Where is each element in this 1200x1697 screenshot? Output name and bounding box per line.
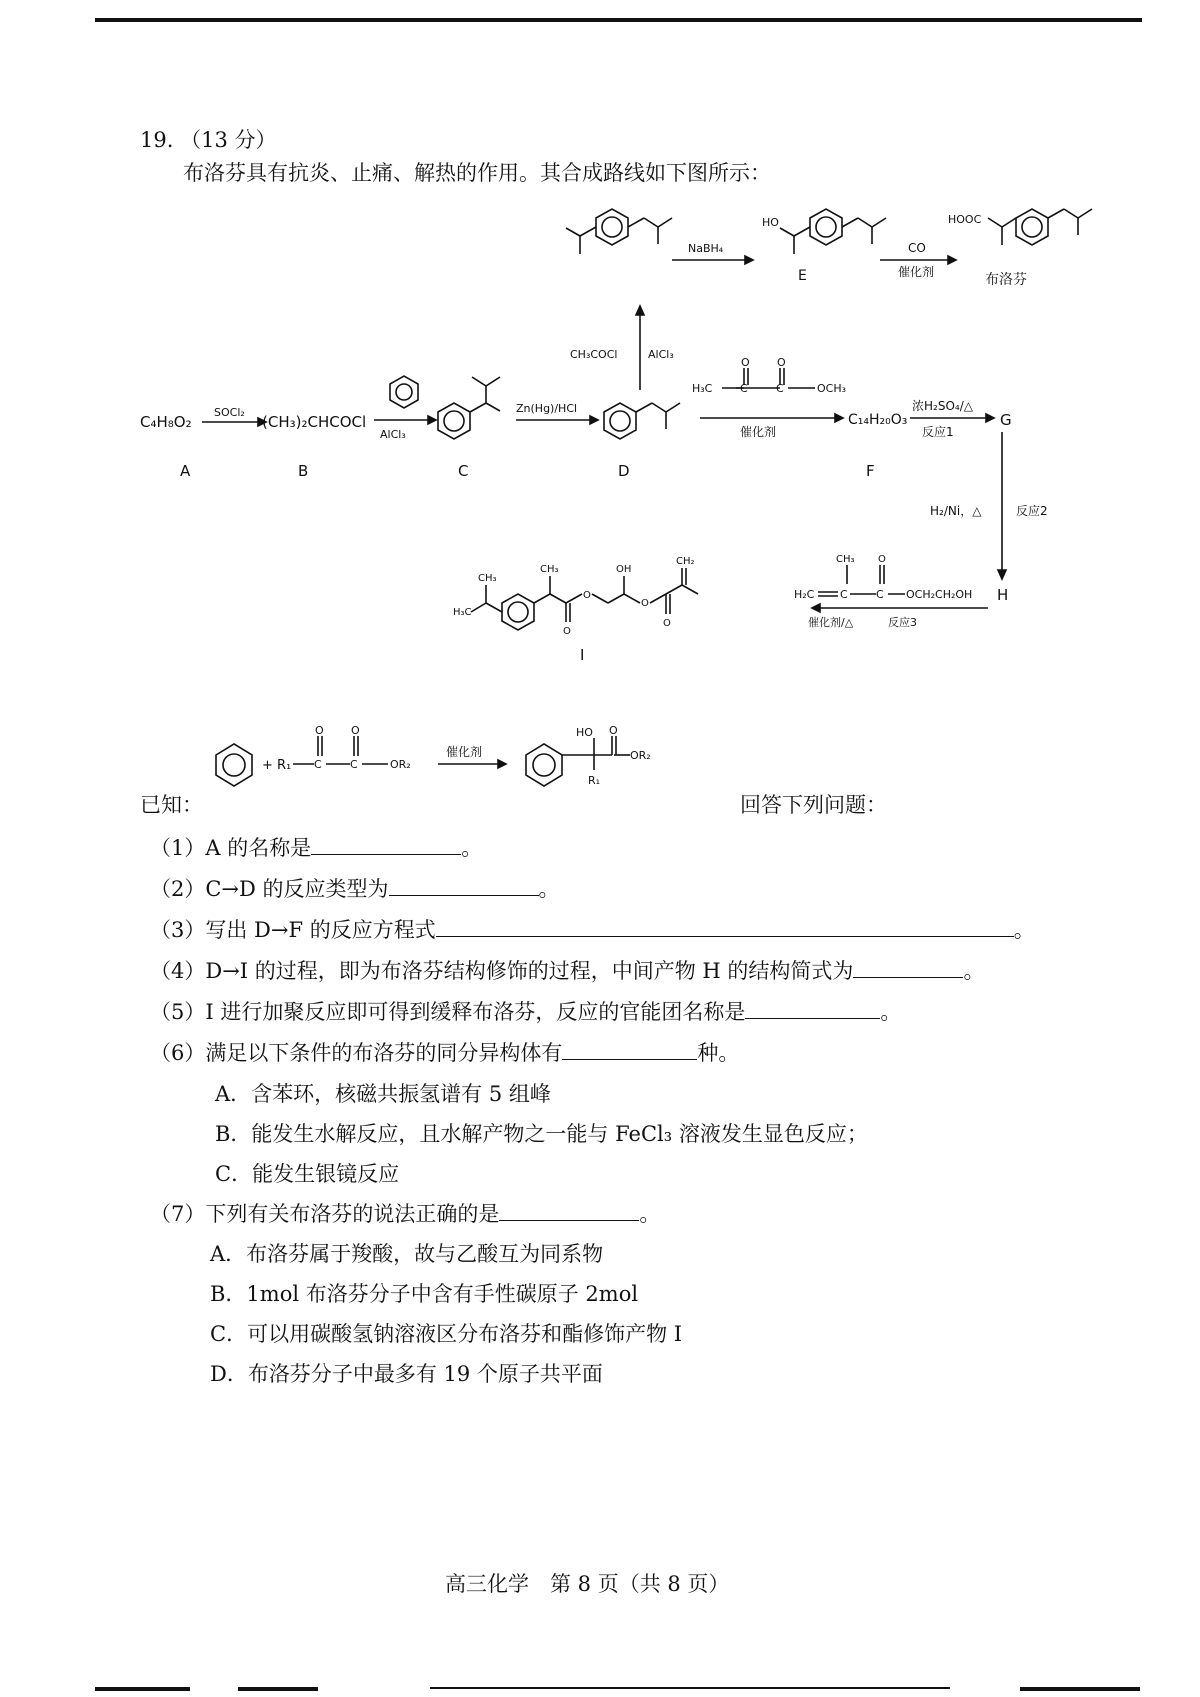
i-ch3-a: CH₃ — [478, 573, 497, 584]
i-oh: OH — [616, 564, 632, 575]
known-o1: O — [315, 724, 324, 737]
mid-c1: C — [740, 382, 748, 395]
hooc-label: HOOC — [948, 213, 982, 226]
h3c-label-mid: H₃C — [692, 382, 713, 395]
socl2-label: SOCl₂ — [214, 406, 245, 419]
q7-option-b: B．1mol 布洛芬分子中含有手性碳原子 2mol — [210, 1282, 639, 1306]
catalyst-label-top: 催化剂 — [898, 265, 935, 279]
f-formula: C₁₄H₂₀O₃ — [848, 412, 908, 428]
label-i: I — [580, 646, 585, 664]
b-formula: (CH₃)₂CHCOCl — [262, 413, 367, 431]
i-ch2: CH₂ — [676, 556, 695, 567]
question-7-end: 。 — [639, 1202, 661, 1226]
known-o2: O — [351, 724, 360, 737]
label-a: A — [180, 462, 191, 480]
answer-blank-4[interactable] — [853, 959, 963, 978]
nabh4-label: NaBH₄ — [688, 242, 724, 255]
label-f: F — [866, 462, 875, 480]
known-plus-r1: + R₁ — [262, 758, 292, 773]
reaction3-label: 反应3 — [888, 616, 917, 629]
compound-c-structure — [438, 377, 500, 439]
catalyst-heat-label: 催化剂/△ — [808, 616, 854, 629]
question-2-text: （2）C→D 的反应类型为 — [150, 877, 389, 901]
question-7 — [150, 1201, 660, 1227]
q7-option-d: D．布洛芬分子中最多有 19 个原子共平面 — [210, 1362, 603, 1386]
ketone-compound-structure — [566, 209, 672, 254]
mid-c2: C — [776, 382, 784, 395]
known-c2: C — [350, 758, 358, 771]
label-d: D — [618, 462, 630, 480]
known-reaction — [210, 722, 770, 812]
question-6-end: 种。 — [697, 1041, 740, 1065]
label-b: B — [298, 462, 309, 480]
question-3-text: （3）写出 D→F 的反应方程式 — [150, 918, 436, 942]
i-h3c: H₃C — [453, 607, 472, 618]
answer-blank-2[interactable] — [389, 877, 539, 896]
label-h: H — [997, 586, 1009, 604]
question-5-end: 。 — [880, 1000, 902, 1024]
question-intro: 布洛芬具有抗炎、止痛、解热的作用。其合成路线如下图所示： — [183, 161, 771, 185]
known-r1: R₁ — [588, 774, 601, 787]
ibuprofen-label: 布洛芬 — [985, 272, 1027, 288]
h-ch3: CH₃ — [836, 554, 855, 565]
och3-label: OCH₃ — [817, 382, 847, 395]
known-or2: OR₂ — [390, 758, 411, 771]
h-o: O — [878, 554, 886, 565]
compound-d-structure — [604, 403, 680, 439]
question-3-end: 。 — [1013, 918, 1035, 942]
question-1-text: （1）A 的名称是 — [150, 836, 312, 860]
reaction2-label: 反应2 — [1016, 504, 1048, 518]
conc-h2so4-label: 浓H₂SO₄/△ — [912, 399, 973, 413]
bottom-rule-2 — [238, 1687, 318, 1691]
e-ho-label: HO — [762, 216, 779, 229]
label-g: G — [1000, 411, 1012, 429]
h-c1: C — [840, 588, 848, 601]
page-footer: 高三化学 第 8 页（共 8 页） — [445, 1572, 730, 1596]
mid-o1: O — [741, 356, 750, 369]
i-o3: O — [641, 598, 649, 609]
benzene-reagent-structure — [390, 376, 418, 408]
answer-blank-5[interactable] — [745, 1000, 880, 1019]
bottom-rule-3 — [430, 1687, 950, 1689]
answer-blank-6[interactable] — [562, 1041, 697, 1060]
compound-e-structure — [780, 209, 886, 254]
question-6 — [150, 1040, 739, 1066]
alcl3-label-up: AlCl₃ — [648, 348, 674, 361]
known-label: 已知： — [140, 793, 203, 817]
question-5-text: （5）I 进行加聚反应即可得到缓释布洛芬，反应的官能团名称是 — [150, 1000, 746, 1024]
question-2 — [150, 876, 560, 902]
bottom-rule-1 — [95, 1687, 190, 1691]
question-3 — [150, 917, 1035, 943]
h2c-label: H₂C — [794, 588, 815, 601]
i-o2: O — [583, 590, 591, 601]
q6-option-a: A．含苯环，核磁共振氢谱有 5 组峰 — [215, 1082, 551, 1106]
question-4-text: （4）D→I 的过程，即为布洛芬结构修饰的过程，中间产物 H 的结构简式为 — [150, 959, 854, 983]
mid-o2: O — [777, 356, 786, 369]
top-rule — [95, 18, 1142, 22]
label-c: C — [458, 462, 469, 480]
i-o4: O — [663, 618, 671, 629]
hema-structure — [818, 565, 905, 596]
a-formula: C₄H₈O₂ — [140, 413, 192, 431]
question-7-text: （7）下列有关布洛芬的说法正确的是 — [150, 1202, 500, 1226]
answer-prompt: 回答下列问题： — [740, 793, 887, 817]
question-4-end: 。 — [963, 959, 985, 983]
reaction1-label: 反应1 — [922, 425, 954, 439]
answer-blank-3[interactable] — [436, 918, 1014, 937]
h-c2: C — [876, 588, 884, 601]
och2ch2oh-label: OCH₂CH₂OH — [906, 588, 973, 601]
known-ho: HO — [576, 726, 593, 739]
q6-option-b: B．能发生水解反应，且水解产物之一能与 FeCl₃ 溶液发生显色反应； — [215, 1122, 868, 1146]
ch3cocl-label: CH₃COCl — [570, 348, 618, 361]
question-6-text: （6）满足以下条件的布洛芬的同分异构体有 — [150, 1041, 563, 1065]
q7-option-c: C．可以用碳酸氢钠溶液区分布洛芬和酯修饰产物 I — [210, 1322, 683, 1346]
co-label: CO — [908, 241, 926, 255]
answer-blank-7[interactable] — [499, 1202, 639, 1221]
question-2-end: 。 — [538, 877, 560, 901]
question-4 — [150, 958, 984, 984]
i-ch3-b: CH₃ — [540, 564, 559, 575]
question-5 — [150, 999, 901, 1025]
known-o3: O — [609, 724, 618, 737]
known-catalyst: 催化剂 — [446, 745, 483, 759]
question-score: （13 分） — [180, 128, 277, 152]
q7-option-a: A．布洛芬属于羧酸，故与乙酸互为同系物 — [210, 1242, 604, 1266]
catalyst-label-mid: 催化剂 — [740, 425, 777, 439]
bottom-rule-4 — [1020, 1687, 1140, 1691]
ibuprofen-structure — [988, 209, 1092, 245]
known-c1: C — [314, 758, 322, 771]
question-header — [140, 127, 277, 153]
h2ni-label: H₂/Ni，△ — [930, 504, 982, 518]
alcl3-label: AlCl₃ — [380, 428, 406, 441]
i-o1: O — [563, 626, 571, 637]
question-1 — [150, 835, 482, 861]
known-or2-b: OR₂ — [630, 749, 651, 762]
question-number: 19. — [140, 128, 174, 152]
label-e: E — [798, 268, 807, 284]
q6-option-c: C．能发生银镜反应 — [215, 1162, 400, 1186]
ketoester-reagent-structure — [722, 368, 815, 388]
question-1-end: 。 — [461, 836, 483, 860]
answer-blank-1[interactable] — [311, 836, 461, 855]
zn-hg-label: Zn(Hg)/HCl — [516, 402, 578, 415]
